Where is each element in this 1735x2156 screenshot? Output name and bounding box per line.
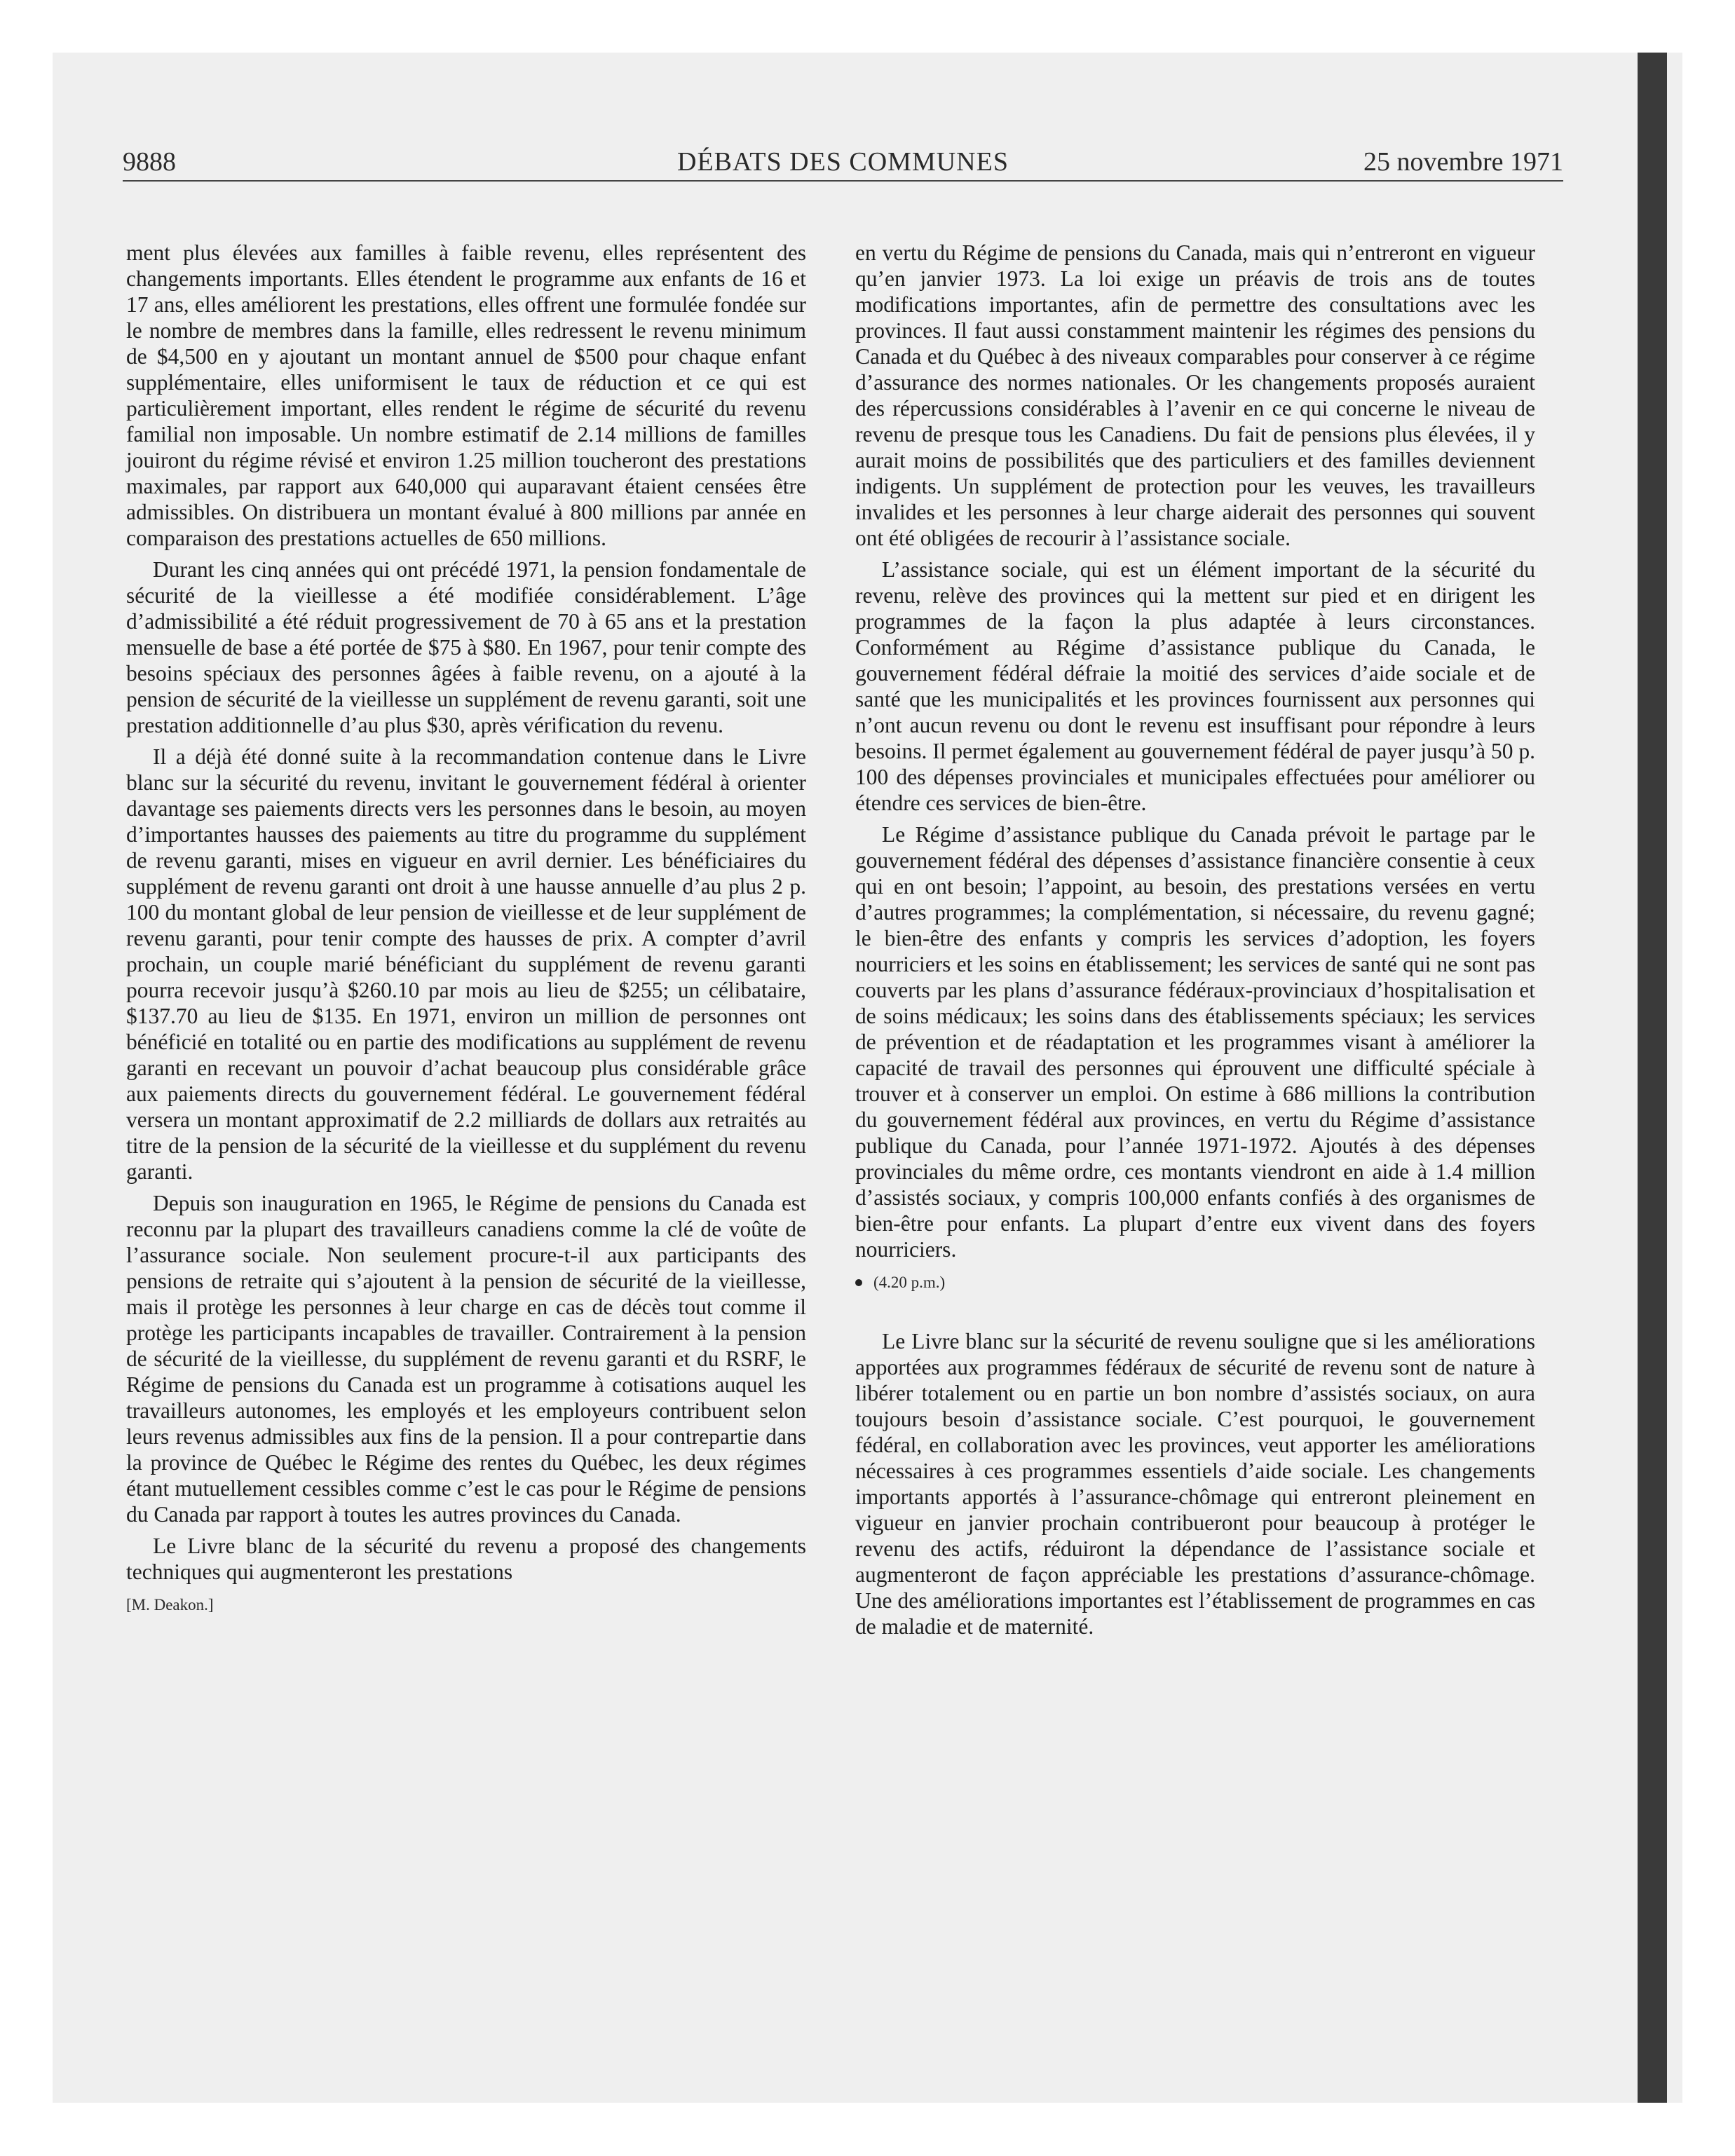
paragraph: Le Livre blanc sur la sécurité de revenu souligne que si les améliorations apportées aux programmes fédéraux de sécurité de revenu sont de nature à libérer totalement ou en partie un bon nombre d’assistés sociaux, on aura toujours besoin d’assistance sociale. C’est pourquoi, le gouvernement fédéral, en collaboration avec les provinces, veut apporter les améliorations nécessaires à ces programmes essentiels d’aide sociale. Les changements importants apportés à l’assurance-chômage qui entreront pleinement en vigueur en janvier prochain contribueront pour beaucoup à protéger le revenu des actifs, réduiront la dépendance de l’assistance sociale et augmenteront de façon appréciable les prestations d’assurance-chômage. Une des améliorations importantes est l’établissement de programmes en cas de maladie et de maternité. [855, 1329, 1535, 1639]
bullet-icon [855, 1279, 862, 1286]
paragraph: Durant les cinq années qui ont précédé 1971, la pension fondamentale de sécurité de la vieillesse a été modifiée considérablement. L’âge d’admissibilité a été réduit progressivement de 70 à 65 ans et la prestation mensuelle de base a été portée de $75 à $80. En 1967, pour tenir compte des besoins spéciaux des personnes âgées à faible revenu, on a ajouté à la pension de sécurité de la vieillesse un supplément de revenu garanti, soit une prestation additionnelle d’au plus $30, après vérification du revenu. [126, 557, 806, 737]
paragraph: en vertu du Régime de pensions du Canada, mais qui n’entreront en vigueur qu’en janvier 1973. La loi exige un préavis de trois ans de toutes modifications importantes, afin de permettre des consultations avec les provinces. Il faut aussi constamment maintenir les régimes des pensions du Canada et du Québec à des niveaux comparables pour conserver à ce régime d’assurance des normes nationales. Or les changements proposés auraient des répercussions considérables à l’avenir en ce qui concerne le niveau de revenu de presque tous les Canadiens. Du fait de pensions plus élevées, il y aurait moins de possibilités que des particuliers et des familles deviennent indigents. Un supplément de protection pour les veuves, les travailleurs invalides et les personnes à leur charge aiderait des personnes qui souvent ont été obligées de recourir à l’assistance sociale. [855, 240, 1535, 550]
paragraph: Le Livre blanc de la sécurité du revenu a proposé des changements techniques qui augmenteront les prestations [126, 1534, 806, 1584]
page-number: 9888 [123, 147, 176, 177]
paragraph: Il a déjà été donné suite à la recommandation contenue dans le Livre blanc sur la sécurité du revenu, invitant le gouvernement fédéral à orienter davantage ses paiements directs vers les personnes dans le besoin, au moyen d’importantes hausses des paiements au titre du programme du supplément de revenu garanti, mises en vigueur en avril dernier. Les bénéficiaires du supplément de revenu garanti ont droit à une hausse annuelle d’au plus 2 p. 100 du montant global de leur pension de vieillesse et de leur supplément de revenu garanti, pour tenir compte des hausses de prix. A compter d’avril prochain, un couple marié bénéficiant du supplément de revenu garanti pourra recevoir jusqu’à $260.10 par mois au lieu de $255; un célibataire, $137.70 au lieu de $135. En 1971, environ un million de personnes ont bénéficié en totalité ou en partie des modifications au supplément de revenu garanti en recevant un pouvoir d’achat beaucoup plus considérable grâce aux paiements directs du gouvernement fédéral. Le gouvernement fédéral versera un montant approximatif de 2.2 milliards de dollars aux retraités au titre de la pension de la sécurité de la vieillesse et du supplément du revenu garanti. [126, 744, 806, 1184]
paragraph: Le Régime d’assistance publique du Canada prévoit le partage par le gouvernement fédéral des dépenses d’assistance financière consentie à ceux qui en ont besoin; l’appoint, au besoin, des prestations versées en vertu d’autres programmes; la complémentation, si nécessaire, du revenu gagné; le bien-être des enfants y compris les services d’adoption, les foyers nourriciers et les soins en établissement; les services de santé qui ne sont pas couverts par les plans d’assurance fédéraux-provinciaux d’hospitalisation et de soins médicaux; les soins dans des établissements spéciaux; les services de prévention et de réadaptation et les programmes visant à améliorer la capacité de travail des personnes qui éprouvent une difficulté spéciale à trouver et à conserver un emploi. On estime à 686 millions la contribution du gouvernement fédéral aux provinces, en vertu du Régime d’assistance publique du Canada, pour l’année 1971-1972. Ajoutés à des dépenses provinciales du même ordre, ces montants viendront en aide à 1.4 million d’assistés sociaux, y compris 100,000 enfants confiés à des organismes de bien-être pour enfants. La plupart d’entre eux vivent dans des foyers nourriciers. [855, 822, 1535, 1262]
page-header [123, 144, 1563, 182]
speaker-attribution: [M. Deakon.] [126, 1596, 214, 1613]
page-date: 25 novembre 1971 [1363, 147, 1563, 177]
page-binding-edge [1638, 53, 1667, 2103]
paragraph: L’assistance sociale, qui est un élément important de la sécurité du revenu, relève des provinces qui la mettent sur pied et en dirigent les programmes de la façon la plus adaptée à leurs circonstances. Conformément au Régime d’assistance publique du Canada, le gouvernement fédéral défraie la moitié des services d’aide sociale et de santé que les municipalités et les provinces fournissent aux personnes qui n’ont aucun revenu ou dont le revenu est insuffisant pour répondre à leurs besoins. Il permet également au gouvernement fédéral de payer jusqu’à 50 p. 100 des dépenses provinciales et municipales effectuées pour améliorer ou étendre ces services de bien-être. [855, 557, 1536, 815]
time-stamp-text: (4.20 p.m.) [873, 1274, 946, 1291]
time-stamp [855, 1272, 1535, 1293]
running-title: DÉBATS DES COMMUNES [677, 147, 1009, 177]
right-column [855, 240, 1535, 1645]
left-column [126, 240, 806, 1616]
paragraph: ment plus élevées aux familles à faible revenu, elles représentent des changements importants. Elles étendent le programme aux enfants de 16 et 17 ans, elles améliorent les prestations, elles offrent une formulée fondée sur le nombre de membres dans la famille, elles redressent le revenu minimum de $4,500 en y ajoutant un montant annuel de $500 pour chaque enfant supplémentaire, elles uniformisent le taux de réduction et ce qui est particulièrement important, elles rendent le régime de sécurité du revenu familial non imposable. Un nombre estimatif de 2.14 millions de familles jouiront du régime révisé et environ 1.25 million toucheront des prestations maximales, par rapport aux 640,000 qui auparavant étaient censées être admissibles. On distribuera un montant évalué à 800 millions par année en comparaison des prestations actuelles de 650 millions. [126, 240, 806, 550]
paragraph: Depuis son inauguration en 1965, le Régime de pensions du Canada est reconnu par la plupart des travailleurs canadiens comme la clé de voûte de l’assurance sociale. Non seulement procure-t-il aux participants des pensions de retraite qui s’ajoutent à la pension de sécurité de la vieillesse, mais il protège les personnes à leur charge en cas de décès tout comme il protège les participants incapables de travailler. Contrairement à la pension de sécurité de la vieillesse, du supplément de revenu garanti et du RSRF, le Régime de pensions du Canada est un programme à cotisations auquel les travailleurs autonomes, les employés et les employeurs contribuent selon leurs revenus admissibles aux fins de la pension. Il a pour contrepartie dans la province de Québec le Régime des rentes du Québec, les deux régimes étant mutuellement cessibles comme c’est le cas pour le Régime de pensions du Canada par rapport à toutes les autres provinces du Canada. [126, 1191, 806, 1527]
